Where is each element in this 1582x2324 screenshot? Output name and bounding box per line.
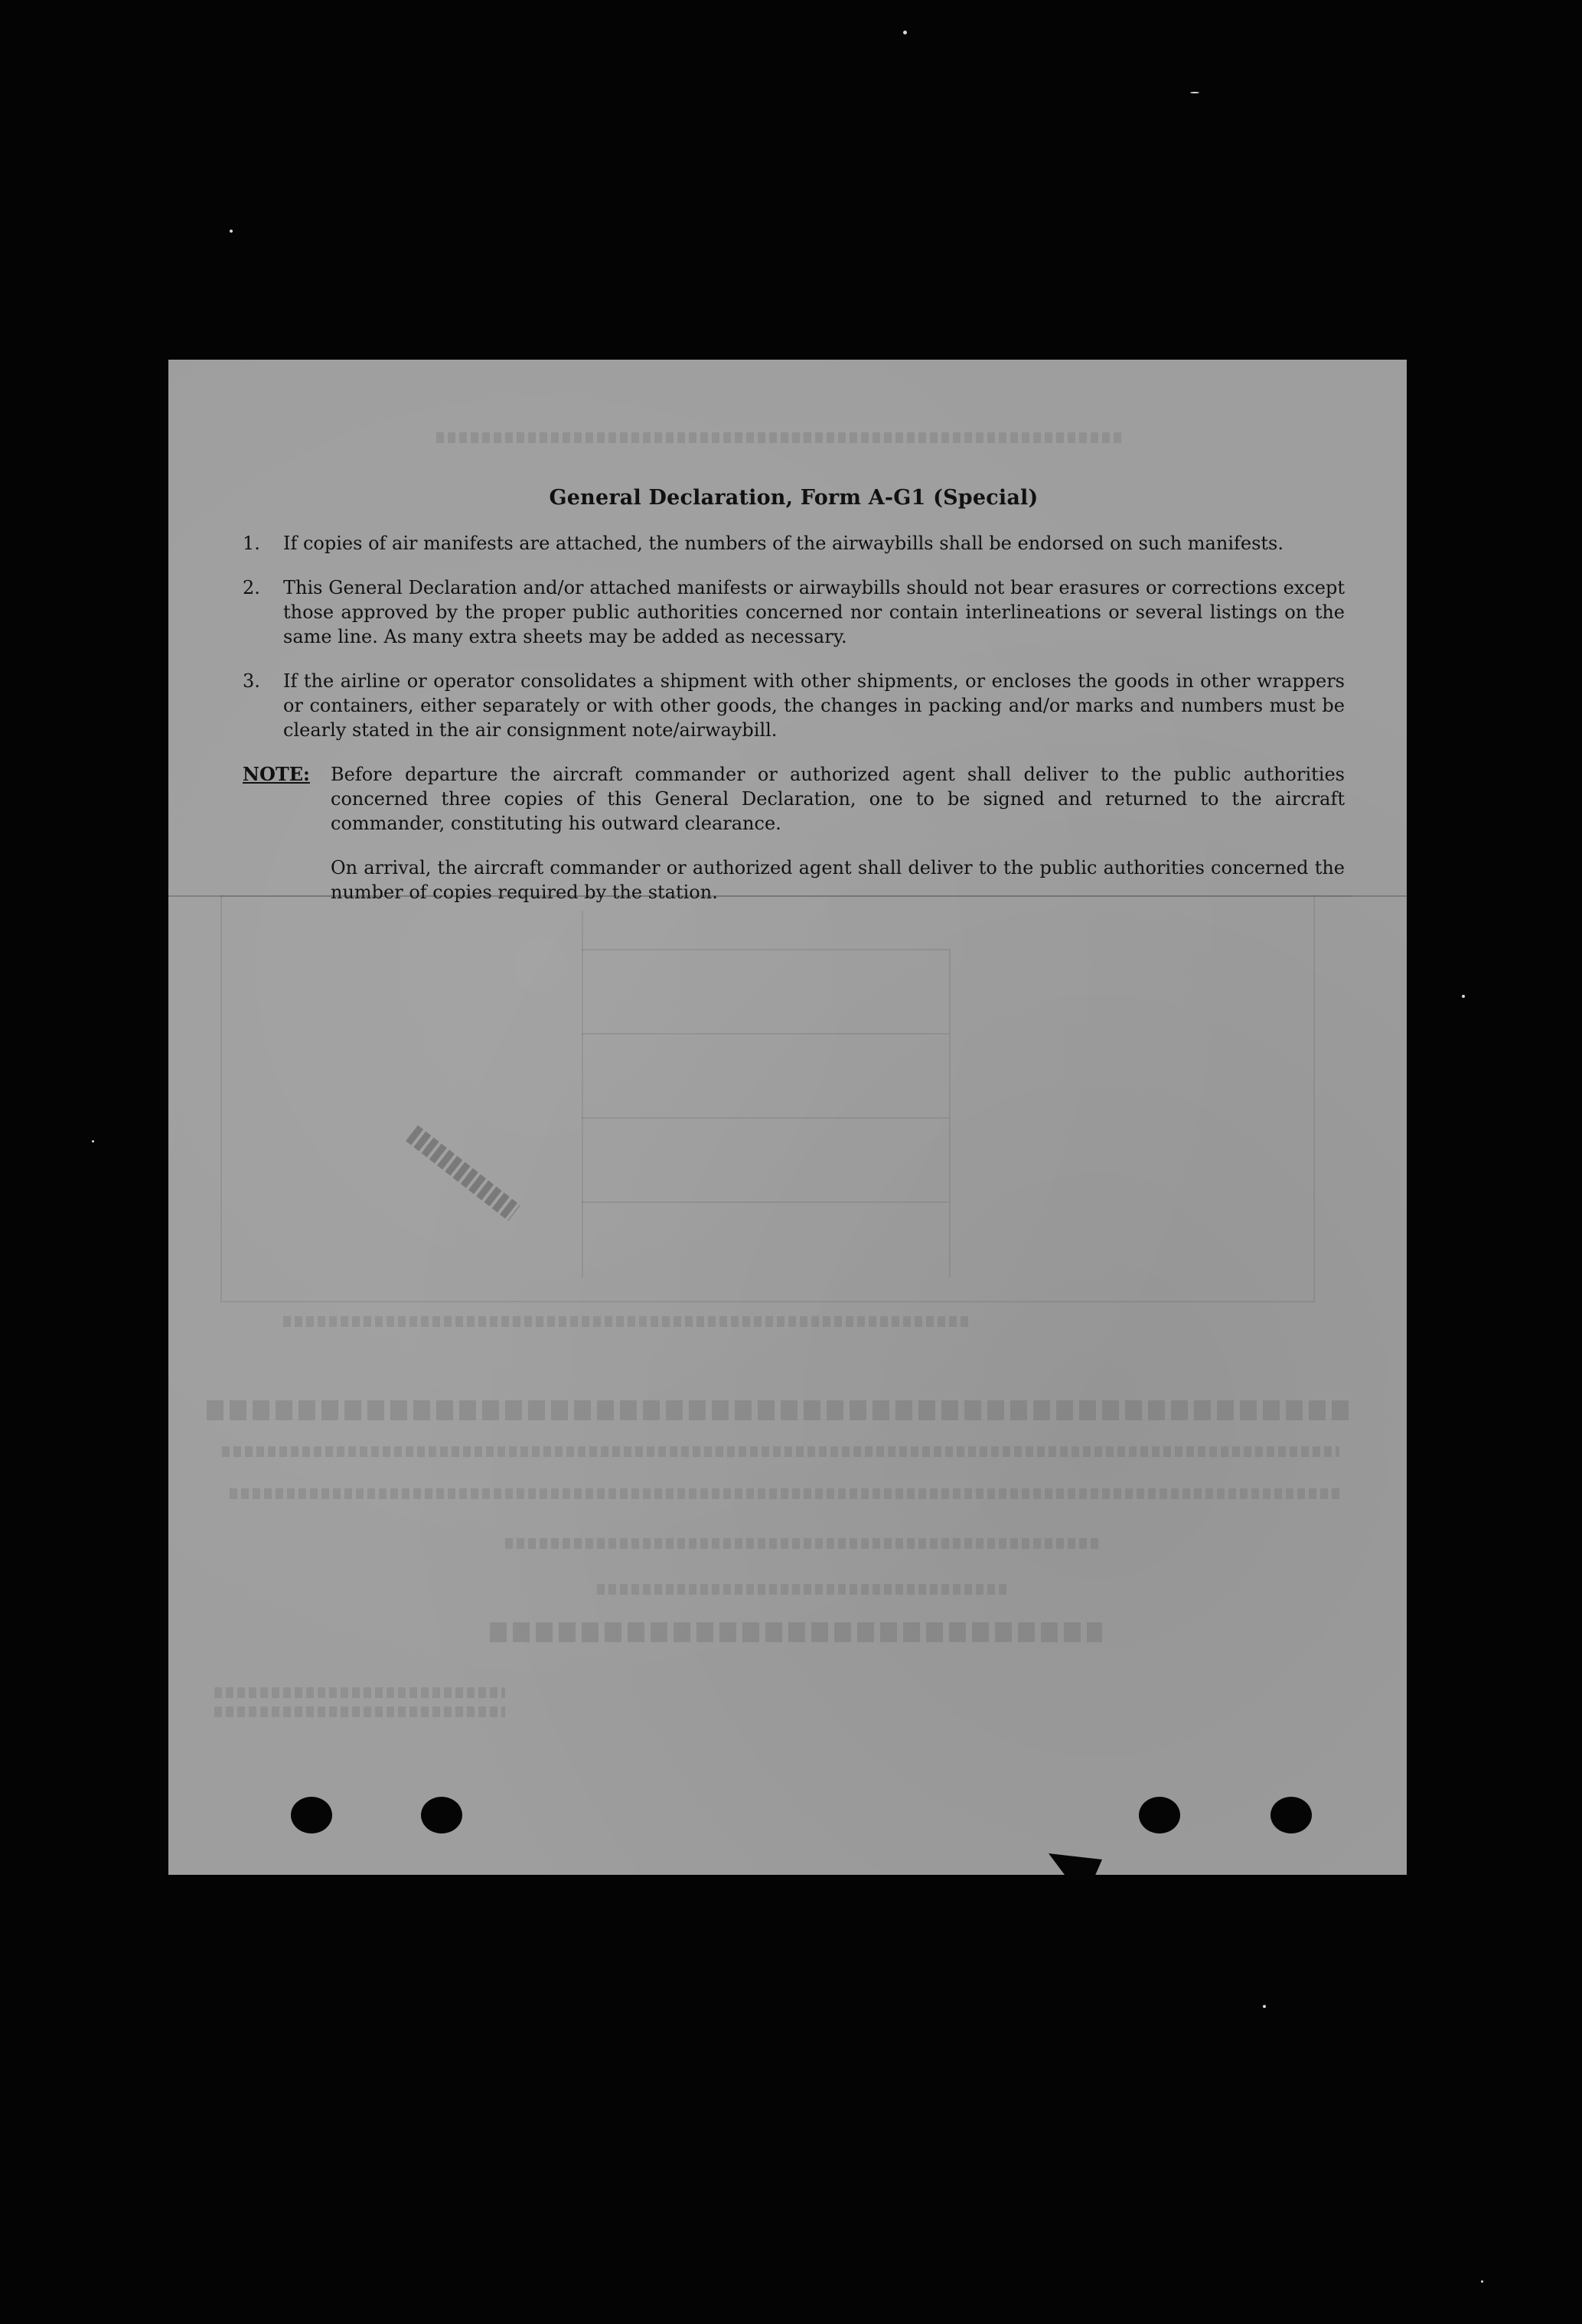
instruction-text: This General Declaration and/or attached manifests or airwaybills should not bear erasures or corrections except those approved by the proper public authorities concerned nor contain interlineations or several listings on the same line. As many extra sheets may be added as necessary. bbox=[283, 577, 1345, 647]
instruction-number: 1. bbox=[243, 533, 260, 554]
note-paragraph: Before departure the aircraft commander or authorized agent shall deliver to the public authorities concerned three copies of this General Declaration, one to be signed and returned to the aircraft commander, constituting his outward clearance. bbox=[331, 764, 1345, 834]
bleed-through-text bbox=[283, 1316, 972, 1327]
instructions-block bbox=[243, 486, 1345, 924]
bleed-through-line bbox=[220, 895, 222, 1301]
dust-speck bbox=[92, 1140, 94, 1142]
bleed-through-line bbox=[582, 949, 949, 950]
bleed-through-line bbox=[949, 949, 951, 1278]
dust-speck bbox=[230, 230, 233, 233]
instruction-text: If copies of air manifests are attached, the numbers of the airwaybills shall be endorsed on such manifests. bbox=[283, 533, 1284, 554]
bleed-through-line bbox=[582, 1117, 949, 1119]
dust-speck bbox=[1462, 995, 1465, 998]
note-body bbox=[331, 762, 1345, 924]
bleed-through-text bbox=[230, 1488, 1339, 1499]
punch-hole bbox=[1139, 1797, 1180, 1833]
instruction-item bbox=[243, 575, 1345, 649]
bleed-through-text bbox=[207, 1400, 1355, 1420]
bleed-through-text bbox=[597, 1584, 1010, 1595]
bleed-through-line bbox=[582, 1201, 949, 1203]
note-block bbox=[243, 762, 1345, 924]
punch-hole bbox=[291, 1797, 332, 1833]
bleed-through-text bbox=[505, 1538, 1102, 1549]
dust-speck bbox=[1263, 2005, 1266, 2008]
bleed-through-text bbox=[214, 1706, 505, 1717]
punch-hole bbox=[1270, 1797, 1312, 1833]
bleed-through-text bbox=[222, 1446, 1339, 1457]
bleed-through-text bbox=[436, 432, 1125, 443]
dust-speck bbox=[1190, 92, 1199, 93]
instruction-number: 2. bbox=[243, 577, 260, 598]
instruction-text: If the airline or operator consolidates a shipment with other shipments, or encloses the goods in other wrappers or containers, either separately or with other goods, the changes in packing and/or marks and numbers must be clearly stated in the air consignment note/airwaybill. bbox=[283, 670, 1345, 741]
bleed-through-stamp bbox=[406, 1125, 520, 1221]
bleed-through-text bbox=[214, 1687, 505, 1698]
note-label: NOTE: bbox=[243, 763, 310, 785]
instruction-number: 3. bbox=[243, 670, 260, 692]
dust-speck bbox=[1481, 2280, 1483, 2283]
instruction-item bbox=[243, 669, 1345, 742]
bleed-through-text bbox=[490, 1622, 1102, 1642]
dust-speck bbox=[903, 31, 907, 34]
bleed-through-line bbox=[1313, 895, 1315, 1301]
note-paragraph: On arrival, the aircraft commander or authorized agent shall deliver to the public authorities concerned the number of copies required by the station. bbox=[331, 857, 1345, 903]
bleed-through-line bbox=[582, 911, 583, 1278]
instruction-item bbox=[243, 531, 1345, 556]
document-page bbox=[168, 360, 1407, 1875]
form-title: General Declaration, Form A-G1 (Special) bbox=[549, 486, 1039, 510]
bleed-through-line bbox=[582, 1033, 949, 1035]
bleed-through-line bbox=[220, 1301, 1315, 1302]
punch-hole bbox=[421, 1797, 462, 1833]
